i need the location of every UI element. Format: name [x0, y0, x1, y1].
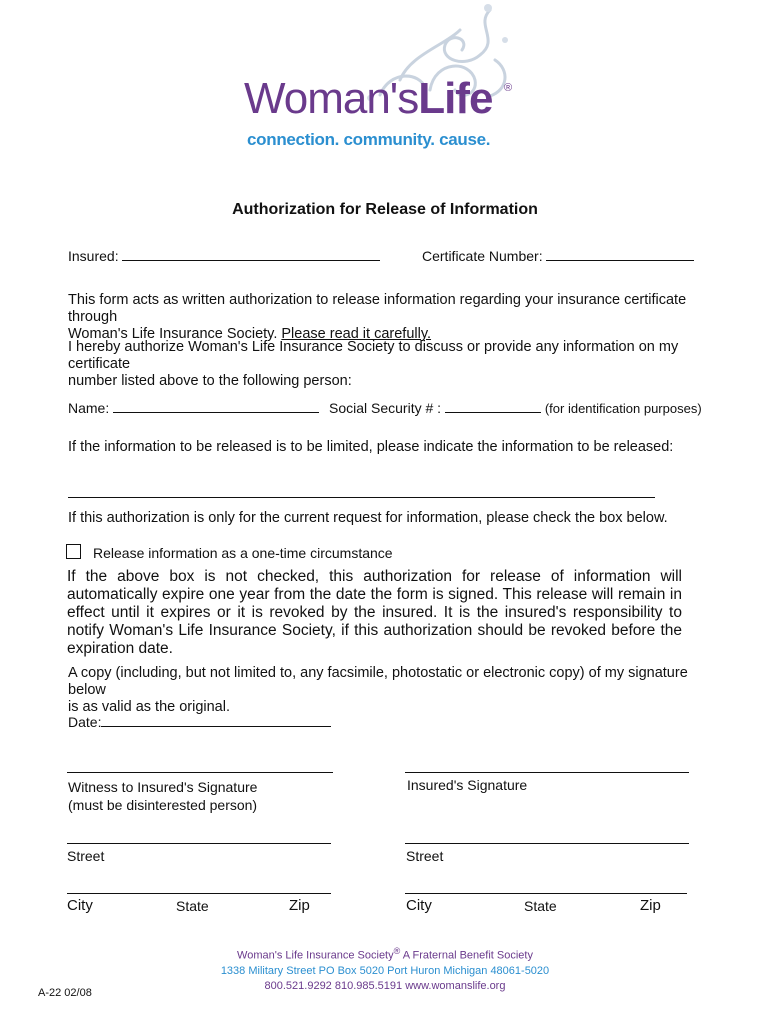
insured-street-label: Street — [406, 848, 444, 864]
insured-signature-label: Insured's Signature — [407, 777, 528, 793]
footer-contact: 800.521.9292 810.985.5191 www.womanslife.org — [264, 979, 506, 992]
page-title: Authorization for Release of Information — [232, 201, 538, 218]
intro-line-1: This form acts as written authorization to release information regarding your insurance certificate through — [68, 292, 687, 325]
one-time-checkbox[interactable] — [66, 544, 81, 559]
witness-label-line-1: Witness to Insured's Signature — [68, 779, 258, 795]
footer-line-1 — [0, 944, 770, 964]
intro-paragraph — [68, 292, 692, 343]
insured-city-label: City — [406, 897, 432, 914]
witness-street-label: Street — [67, 848, 105, 864]
logo-word-life: Life — [418, 74, 493, 123]
name-field[interactable] — [113, 400, 319, 413]
one-time-checkbox-label: Release information as a one-time circumstance — [93, 545, 393, 561]
footer-society-name: Woman's Life Insurance Society — [237, 949, 394, 962]
one-time-paragraph: If this authorization is only for the current request for information, please check the box below. — [68, 510, 668, 526]
authorization-line-2: number listed above to the following person: — [68, 373, 352, 389]
certificate-number-field[interactable] — [546, 248, 694, 261]
footer-registered-mark: ® — [393, 946, 401, 956]
witness-street-field[interactable] — [67, 843, 331, 844]
name-label: Name: — [68, 400, 110, 416]
limited-info-paragraph: If the information to be released is to be limited, please indicate the information to be released: — [68, 439, 674, 455]
copy-validity-line-1: A copy (including, but not limited to, any facsimile, photostatic or electronic copy) of my signature below — [68, 665, 688, 698]
footer — [0, 944, 770, 994]
copy-validity-paragraph — [68, 665, 692, 716]
logo — [230, 0, 540, 170]
insured-street-field[interactable] — [405, 843, 689, 844]
registered-mark: ® — [504, 82, 513, 94]
footer-fraternal: A Fraternal Benefit Society — [400, 949, 533, 962]
intro-line-2: Woman's Life Insurance Society. — [68, 326, 278, 342]
expiration-paragraph: If the above box is not checked, this authorization for release of information will automatically expire one year from the date the form is signed. This release will remain in effect until it expires or it is revoked by the insured. It is the insured's responsibility to notify Woman's Life Insurance Society, if this authorization should be revoked before the expiration date. — [67, 568, 682, 657]
ssn-field[interactable] — [445, 400, 541, 413]
limited-info-field[interactable] — [68, 497, 655, 498]
witness-label-line-2: (must be disinterested person) — [68, 797, 258, 813]
form-code: A-22 02/08 — [38, 987, 92, 999]
insured-label: Insured: — [68, 248, 119, 264]
footer-address: 1338 Military Street PO Box 5020 Port Huron Michigan 48061-5020 — [220, 964, 550, 977]
insured-zip-label: Zip — [640, 897, 661, 914]
ssn-label: Social Security # : — [329, 400, 442, 416]
witness-zip-label: Zip — [289, 897, 310, 914]
ssn-note: (for identification purposes) — [544, 401, 702, 416]
copy-validity-line-2: is as valid as the original. — [68, 699, 230, 715]
witness-city-state-zip-field[interactable] — [67, 893, 331, 894]
insured-city-state-zip-field[interactable] — [405, 893, 687, 894]
authorization-paragraph — [68, 339, 692, 390]
witness-signature-label — [68, 778, 257, 814]
date-field[interactable] — [101, 714, 331, 727]
witness-state-label: State — [176, 898, 209, 914]
authorization-line-1: I hereby authorize Woman's Life Insurance Society to discuss or provide any information on my certificate — [68, 339, 679, 372]
logo-word-womans: Woman's — [244, 74, 419, 123]
read-carefully-note: Please read it carefully. — [281, 326, 432, 342]
insured-signature-field[interactable] — [405, 772, 689, 773]
witness-city-label: City — [67, 897, 93, 914]
certificate-number-label: Certificate Number: — [422, 248, 543, 264]
date-label: Date: — [68, 714, 102, 730]
insured-field[interactable] — [122, 248, 380, 261]
witness-signature-field[interactable] — [67, 772, 333, 773]
insured-state-label: State — [524, 898, 557, 914]
logo-tagline: connection. community. cause. — [247, 130, 491, 149]
